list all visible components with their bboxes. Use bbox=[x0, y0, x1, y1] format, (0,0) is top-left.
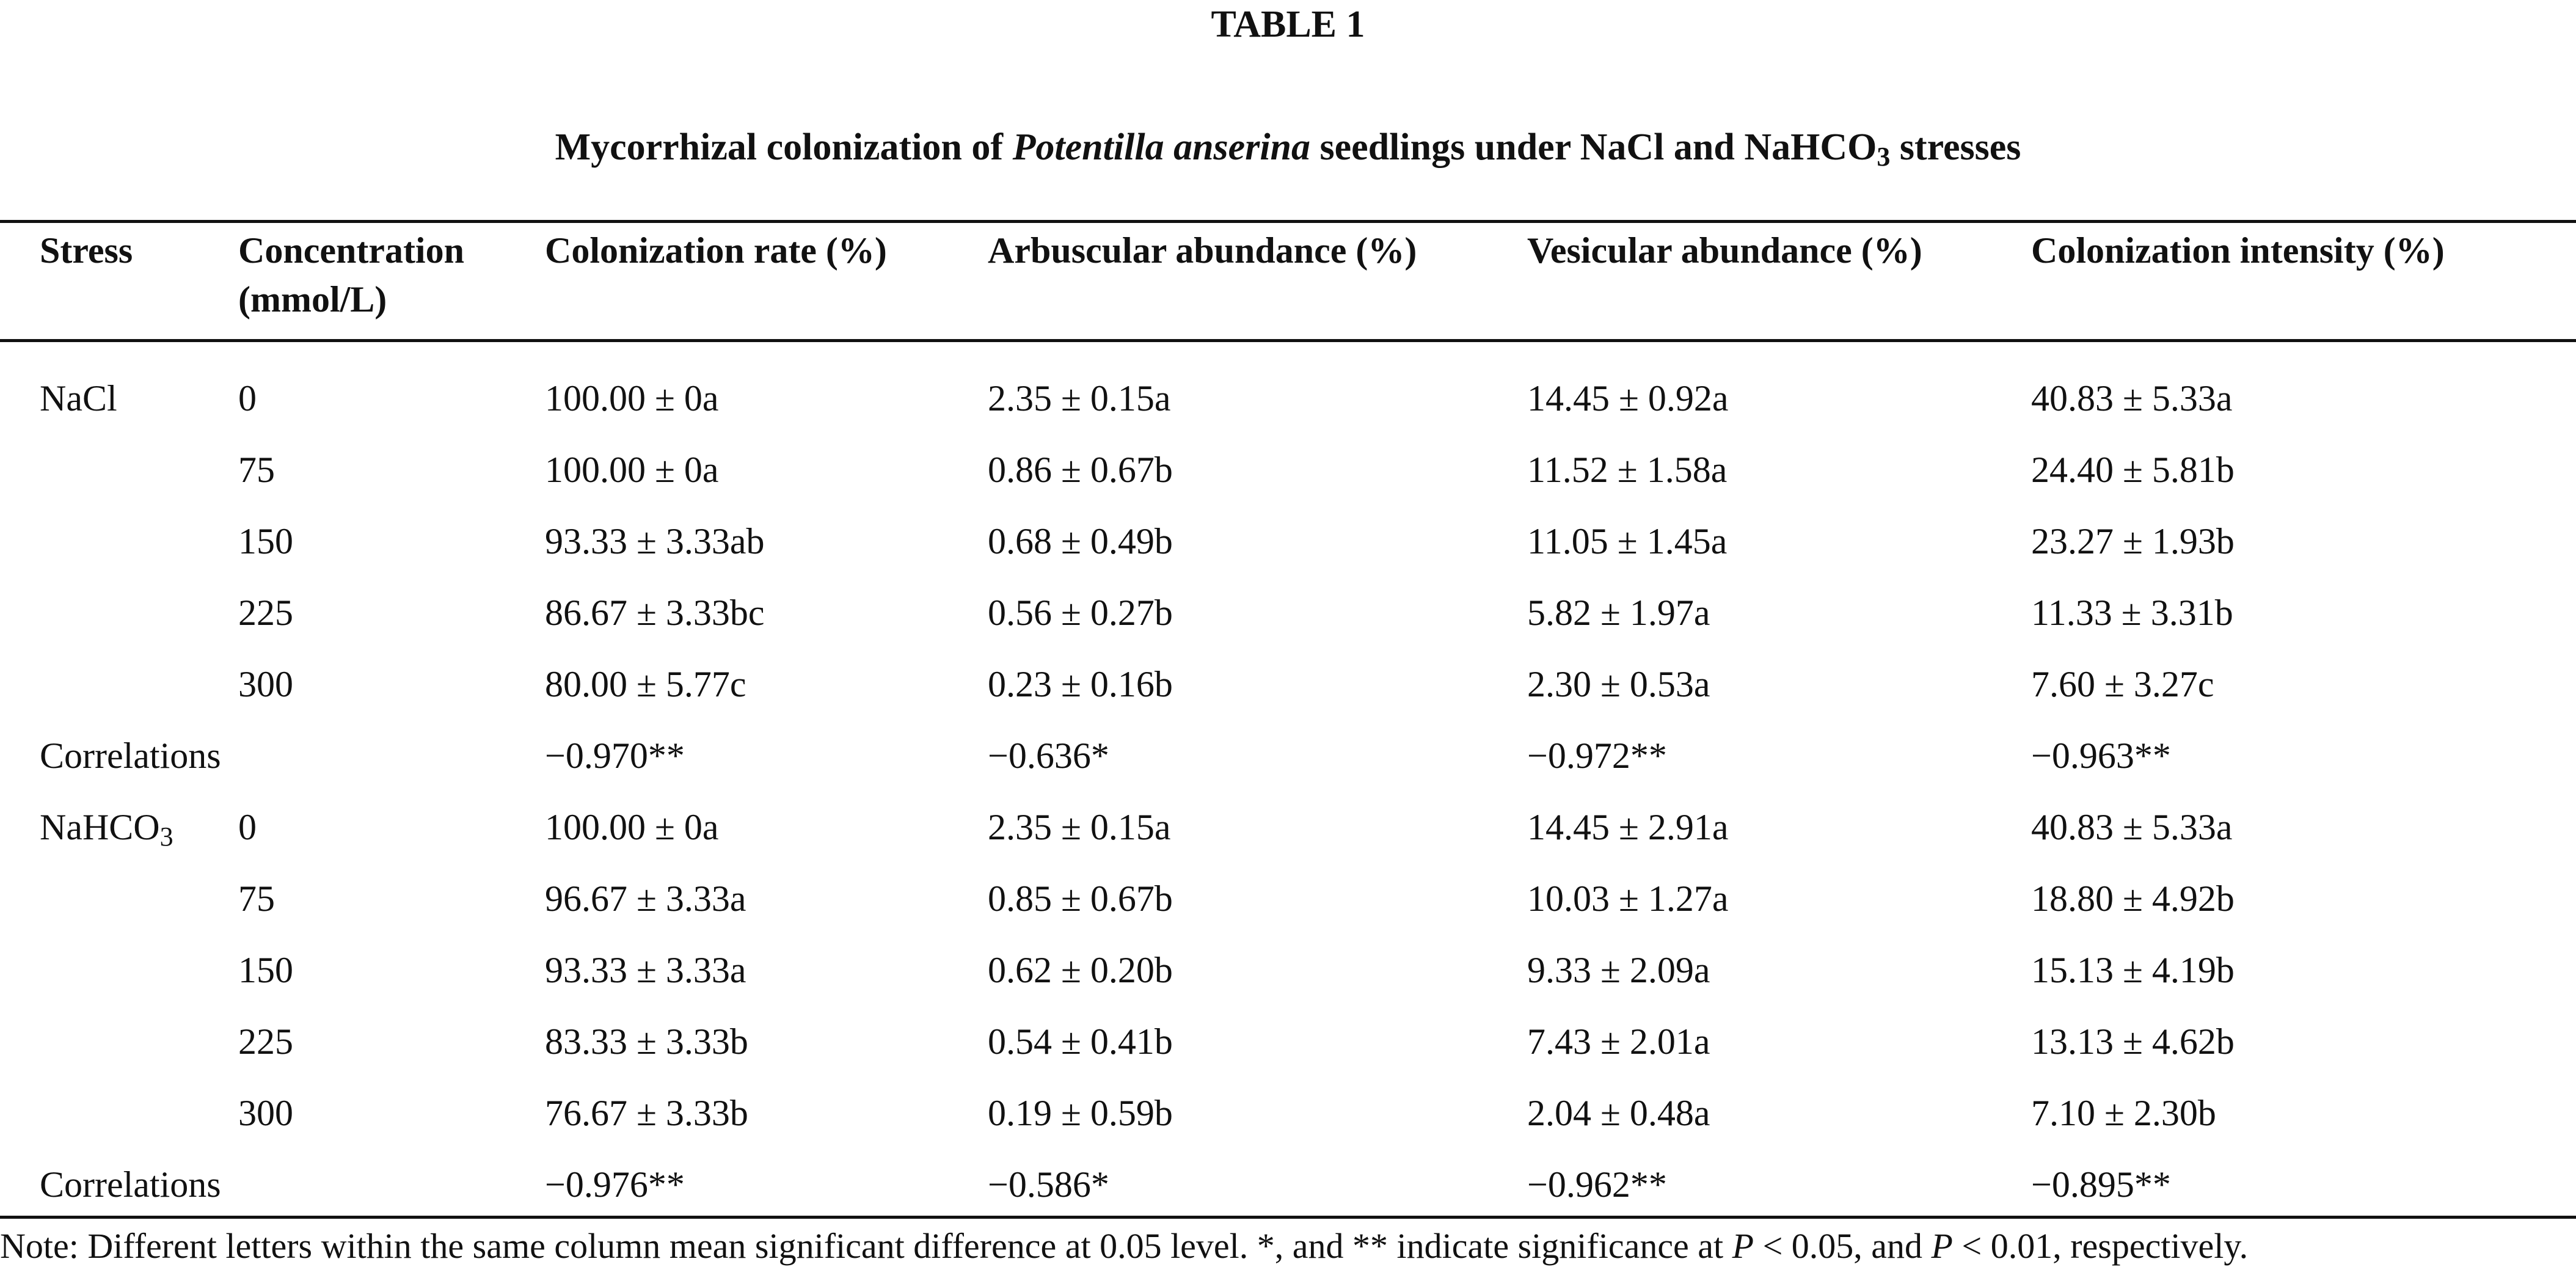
table-cell-vesicular: 2.30 ± 0.53a bbox=[1527, 664, 1710, 704]
table-cell-intensity: 11.33 ± 3.31b bbox=[2031, 593, 2233, 633]
correlation-intensity: −0.963** bbox=[2031, 736, 2171, 776]
table-cell-vesicular: 5.82 ± 1.97a bbox=[1527, 593, 1710, 633]
correlation-vesicular: −0.972** bbox=[1527, 736, 1667, 776]
table-cell-colonization-rate: 100.00 ± 0a bbox=[545, 378, 719, 418]
table-cell-concentration: 75 bbox=[238, 450, 275, 490]
stress-label-text: NaCl bbox=[40, 378, 117, 418]
table-cell-arbuscular: 0.56 ± 0.27b bbox=[988, 593, 1173, 633]
table-cell-intensity: 24.40 ± 5.81b bbox=[2031, 450, 2235, 490]
table-cell-colonization-rate: 76.67 ± 3.33b bbox=[545, 1093, 748, 1133]
header-concentration-line1: Concentration bbox=[238, 230, 464, 271]
table-cell-intensity: 40.83 ± 5.33a bbox=[2031, 807, 2233, 847]
stress-label-nacl bbox=[40, 374, 117, 423]
table-cell-arbuscular: 0.54 ± 0.41b bbox=[988, 1021, 1173, 1062]
table-cell-intensity: 13.13 ± 4.62b bbox=[2031, 1021, 2235, 1062]
table-cell-concentration: 300 bbox=[238, 664, 293, 704]
table-cell-concentration: 75 bbox=[238, 878, 275, 919]
table-cell-concentration: 0 bbox=[238, 378, 257, 418]
table-cell-concentration: 0 bbox=[238, 807, 257, 847]
correlations-label: Correlations bbox=[40, 736, 221, 776]
table-cell-colonization-rate: 93.33 ± 3.33a bbox=[545, 950, 746, 990]
stress-label-subscript: 3 bbox=[159, 822, 173, 852]
note-part3: < 0.01, respectively. bbox=[1952, 1226, 2249, 1266]
table-cell-intensity: 15.13 ± 4.19b bbox=[2031, 950, 2235, 990]
correlation-vesicular: −0.962** bbox=[1527, 1164, 1667, 1205]
correlation-arbuscular: −0.636* bbox=[988, 736, 1109, 776]
table-cell-vesicular: 14.45 ± 2.91a bbox=[1527, 807, 1729, 847]
table-cell-vesicular: 14.45 ± 0.92a bbox=[1527, 378, 1729, 418]
table-cell-concentration: 225 bbox=[238, 593, 293, 633]
table-cell-arbuscular: 2.35 ± 0.15a bbox=[988, 378, 1171, 418]
correlation-colonization-rate: −0.976** bbox=[545, 1164, 685, 1205]
header-concentration-line2: (mmol/L) bbox=[238, 279, 387, 320]
header-colonization-rate: Colonization rate (%) bbox=[545, 230, 887, 271]
table-cell-vesicular: 7.43 ± 2.01a bbox=[1527, 1021, 1710, 1062]
table-cell-arbuscular: 0.19 ± 0.59b bbox=[988, 1093, 1173, 1133]
caption-prefix: Mycorrhizal colonization of bbox=[555, 126, 1013, 168]
table-cell-intensity: 18.80 ± 4.92b bbox=[2031, 878, 2235, 919]
table-label: TABLE 1 bbox=[1211, 4, 1365, 45]
table-cell-colonization-rate: 100.00 ± 0a bbox=[545, 450, 719, 490]
table-cell-arbuscular: 0.62 ± 0.20b bbox=[988, 950, 1173, 990]
table-cell-vesicular: 2.04 ± 0.48a bbox=[1527, 1093, 1710, 1133]
caption-species: Potentilla anserina bbox=[1012, 126, 1311, 168]
caption-middle: seedlings under NaCl and NaHCO bbox=[1310, 126, 1877, 168]
note-p-symbol-2: P bbox=[1931, 1226, 1953, 1266]
header-vesicular-abundance: Vesicular abundance (%) bbox=[1527, 230, 1922, 271]
table-header-rule bbox=[0, 339, 2576, 342]
table-caption bbox=[0, 120, 2576, 175]
table-cell-intensity: 40.83 ± 5.33a bbox=[2031, 378, 2233, 418]
table-cell-colonization-rate: 100.00 ± 0a bbox=[545, 807, 719, 847]
table-cell-colonization-rate: 86.67 ± 3.33bc bbox=[545, 593, 765, 633]
table-cell-colonization-rate: 93.33 ± 3.33ab bbox=[545, 521, 765, 561]
table-bottom-rule bbox=[0, 1216, 2576, 1219]
correlation-arbuscular: −0.586* bbox=[988, 1164, 1109, 1205]
caption-subscript: 3 bbox=[1877, 142, 1891, 172]
table-cell-colonization-rate: 96.67 ± 3.33a bbox=[545, 878, 746, 919]
table-cell-concentration: 150 bbox=[238, 521, 293, 561]
table-cell-arbuscular: 0.85 ± 0.67b bbox=[988, 878, 1173, 919]
table-cell-intensity: 23.27 ± 1.93b bbox=[2031, 521, 2235, 561]
table-cell-concentration: 300 bbox=[238, 1093, 293, 1133]
table-cell-concentration: 150 bbox=[238, 950, 293, 990]
stress-label-nahco3 bbox=[40, 803, 173, 852]
note-part2: < 0.05, and bbox=[1754, 1226, 1932, 1266]
table-cell-colonization-rate: 83.33 ± 3.33b bbox=[545, 1021, 748, 1062]
table-cell-concentration: 225 bbox=[238, 1021, 293, 1062]
header-colonization-intensity: Colonization intensity (%) bbox=[2031, 230, 2445, 271]
table-cell-arbuscular: 0.23 ± 0.16b bbox=[988, 664, 1173, 704]
table-cell-intensity: 7.10 ± 2.30b bbox=[2031, 1093, 2216, 1133]
correlation-intensity: −0.895** bbox=[2031, 1164, 2171, 1205]
table-note bbox=[0, 1222, 2576, 1271]
table-cell-vesicular: 10.03 ± 1.27a bbox=[1527, 878, 1729, 919]
table-cell-intensity: 7.60 ± 3.27c bbox=[2031, 664, 2214, 704]
table-cell-arbuscular: 0.68 ± 0.49b bbox=[988, 521, 1173, 561]
header-arbuscular-abundance: Arbuscular abundance (%) bbox=[988, 230, 1417, 271]
correlation-colonization-rate: −0.970** bbox=[545, 736, 685, 776]
table-cell-vesicular: 9.33 ± 2.09a bbox=[1527, 950, 1710, 990]
header-concentration bbox=[238, 226, 464, 324]
table-cell-vesicular: 11.52 ± 1.58a bbox=[1527, 450, 1728, 490]
correlations-label: Correlations bbox=[40, 1164, 221, 1205]
table-cell-colonization-rate: 80.00 ± 5.77c bbox=[545, 664, 746, 704]
note-part1: Note: Different letters within the same column mean significant difference at 0.05 level. *, and ** indicate significance at bbox=[0, 1226, 1732, 1266]
table-cell-arbuscular: 0.86 ± 0.67b bbox=[988, 450, 1173, 490]
caption-suffix: stresses bbox=[1890, 126, 2021, 168]
stress-label-text: NaHCO bbox=[40, 807, 160, 847]
header-stress: Stress bbox=[40, 230, 133, 271]
note-p-symbol-1: P bbox=[1732, 1226, 1754, 1266]
table-top-rule bbox=[0, 220, 2576, 223]
table-cell-arbuscular: 2.35 ± 0.15a bbox=[988, 807, 1171, 847]
table-cell-vesicular: 11.05 ± 1.45a bbox=[1527, 521, 1728, 561]
